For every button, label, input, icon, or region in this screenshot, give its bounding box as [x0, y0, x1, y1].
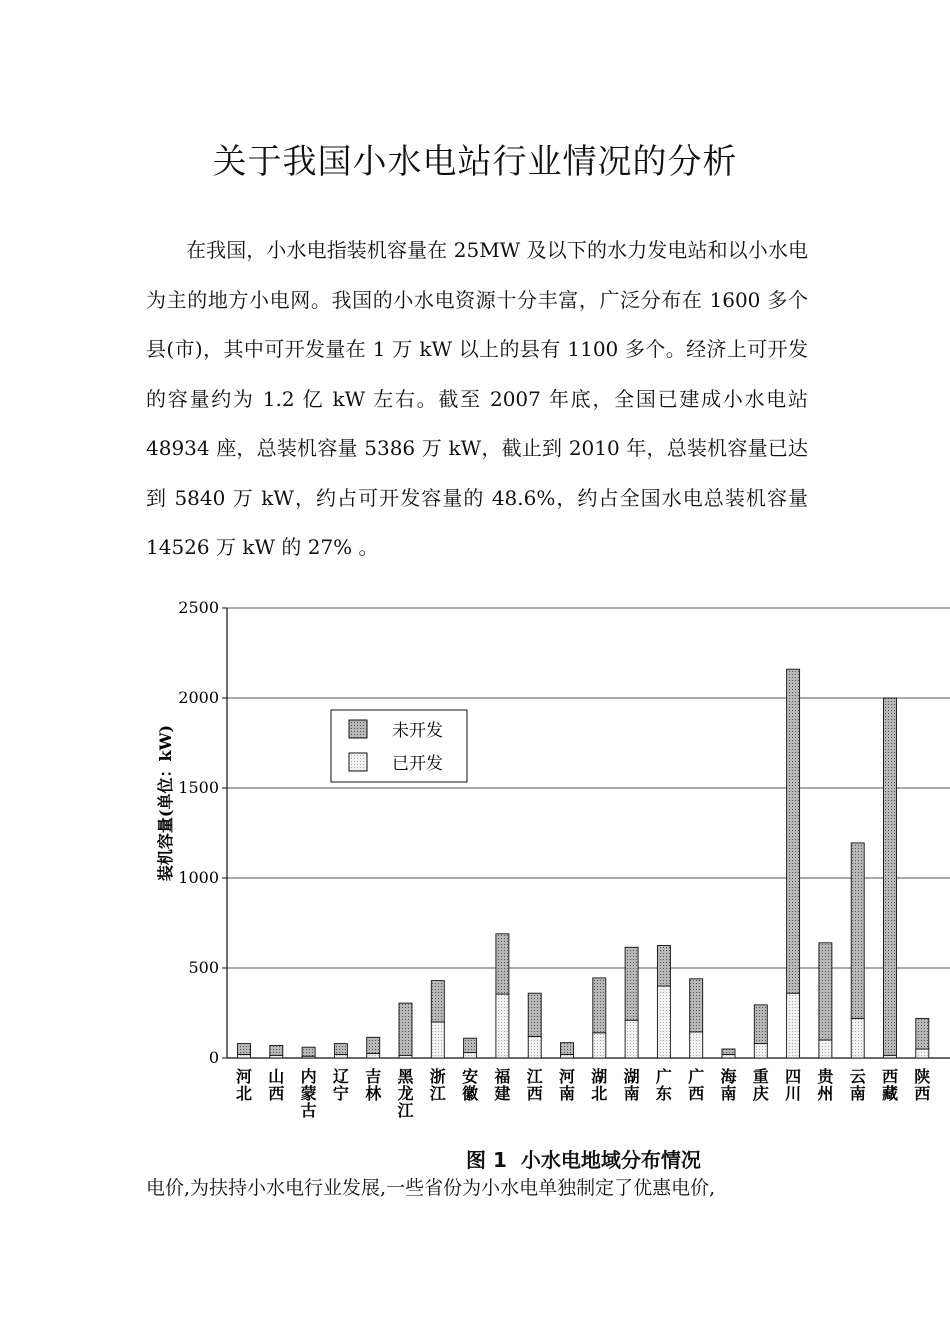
x-tick-label: 吉林 [365, 1067, 382, 1103]
bar-undeveloped-15 [722, 1049, 735, 1054]
y-tick-label: 500 [188, 958, 219, 977]
bar-undeveloped-10 [561, 1043, 574, 1055]
bar-undeveloped-3 [334, 1044, 347, 1055]
bar-developed-6 [431, 1022, 444, 1058]
bar-undeveloped-19 [851, 843, 864, 1019]
bar-developed-8 [496, 994, 509, 1058]
bar-developed-21 [916, 1049, 929, 1058]
bar-undeveloped-9 [528, 993, 541, 1036]
x-tick-label: 湖北 [591, 1067, 608, 1103]
bar-undeveloped-12 [625, 947, 638, 1020]
x-tick-label: 辽宁 [332, 1067, 349, 1103]
bar-developed-4 [367, 1054, 380, 1059]
legend [331, 710, 467, 782]
x-axis-labels [236, 1067, 930, 1120]
bar-undeveloped-20 [884, 698, 897, 1055]
y-tick-label: 2000 [178, 688, 219, 707]
bar-undeveloped-8 [496, 934, 509, 994]
x-tick-label: 西藏 [881, 1067, 899, 1103]
x-tick-label: 山西 [268, 1067, 285, 1103]
bar-undeveloped-11 [593, 978, 606, 1033]
capacity-bar-chart [0, 590, 950, 1140]
axes [178, 598, 950, 1067]
bar-undeveloped-18 [819, 943, 832, 1040]
y-tick-label: 2500 [178, 598, 219, 617]
x-tick-label: 江西 [526, 1067, 543, 1103]
y-tick-label: 0 [208, 1048, 219, 1067]
bar-developed-17 [787, 993, 800, 1058]
bar-developed-19 [851, 1018, 864, 1058]
x-tick-label: 重庆 [752, 1067, 769, 1103]
legend-label-undeveloped: 未开发 [392, 721, 443, 741]
bar-undeveloped-5 [399, 1003, 412, 1055]
x-tick-label: 云南 [849, 1067, 866, 1103]
bar-undeveloped-13 [657, 946, 670, 987]
bar-developed-10 [561, 1054, 574, 1058]
bar-developed-14 [690, 1032, 703, 1058]
figure-caption [466, 1144, 701, 1173]
bar-undeveloped-21 [916, 1018, 929, 1049]
continued-text: 电价,为扶持小水电行业发展,一些省份为小水电单独制定了优惠电价, [146, 1177, 716, 1199]
bar-developed-16 [754, 1044, 767, 1058]
x-tick-label: 贵州 [817, 1067, 834, 1103]
bar-undeveloped-0 [238, 1044, 251, 1055]
x-tick-label: 黑龙江 [397, 1067, 414, 1120]
page-title: 关于我国小水电站行业情况的分析 [212, 142, 738, 182]
x-tick-label: 湖南 [623, 1067, 640, 1103]
bar-developed-13 [657, 986, 670, 1058]
bar-undeveloped-2 [302, 1047, 315, 1056]
x-tick-label: 海南 [720, 1067, 737, 1103]
bar-undeveloped-7 [464, 1038, 477, 1052]
bar-developed-9 [528, 1036, 541, 1058]
bar-undeveloped-4 [367, 1037, 380, 1053]
x-tick-label: 河南 [558, 1067, 576, 1103]
y-tick-label: 1500 [178, 778, 219, 797]
legend-swatch-developed [349, 753, 367, 771]
x-tick-label: 安徽 [462, 1067, 479, 1103]
bar-undeveloped-6 [431, 981, 444, 1022]
bar-developed-15 [722, 1054, 735, 1058]
x-tick-label: 四川 [785, 1067, 802, 1103]
body-paragraph: 在我国，小水电指装机容量在 25MW 及以下的水力发电站和以小水电为主的地方小电网。我国的小水电资源十分丰富，广泛分布在 1600 多个县(市)，其中可开发量在 1 万 kW 以上的县有 1100 多个。经济上可开发的容量约为 1.2 亿 kW 左右。截至 2007 年底，全国已建成小水电站 48934 座，总装机容量 5386 万 kW，截止到 2010 年，总装机容量已达到 5840 万 kW，约占可开发容量的 48.6%，约占全国水电总装机容量 14526 万 kW 的 27% 。 [146, 238, 808, 559]
x-tick-label: 河北 [235, 1067, 253, 1103]
x-tick-label: 内蒙古 [300, 1067, 317, 1120]
legend-label-developed: 已开发 [392, 754, 443, 774]
grid-lines [227, 608, 950, 968]
bar-developed-0 [238, 1054, 251, 1058]
bar-developed-12 [625, 1020, 638, 1058]
figure-caption-text: 小水电地域分布情况 [520, 1148, 701, 1172]
y-tick-label: 1000 [178, 868, 219, 887]
figure-number: 图 1 [466, 1148, 507, 1172]
y-axis-label: 装机容量(单位：kW) [156, 724, 175, 882]
x-tick-label: 浙江 [429, 1067, 446, 1103]
bar-developed-7 [464, 1053, 477, 1058]
bar-developed-11 [593, 1033, 606, 1058]
x-tick-label: 福建 [494, 1067, 511, 1103]
bar-developed-18 [819, 1040, 832, 1058]
x-tick-label: 广西 [688, 1067, 705, 1103]
bar-undeveloped-17 [787, 669, 800, 993]
x-tick-label: 陕西 [914, 1067, 931, 1103]
bar-undeveloped-1 [270, 1045, 283, 1055]
bar-undeveloped-16 [754, 1005, 767, 1044]
bar-developed-3 [334, 1054, 347, 1058]
bar-undeveloped-14 [690, 979, 703, 1032]
legend-swatch-undeveloped [349, 720, 367, 738]
x-tick-label: 广东 [655, 1067, 672, 1103]
